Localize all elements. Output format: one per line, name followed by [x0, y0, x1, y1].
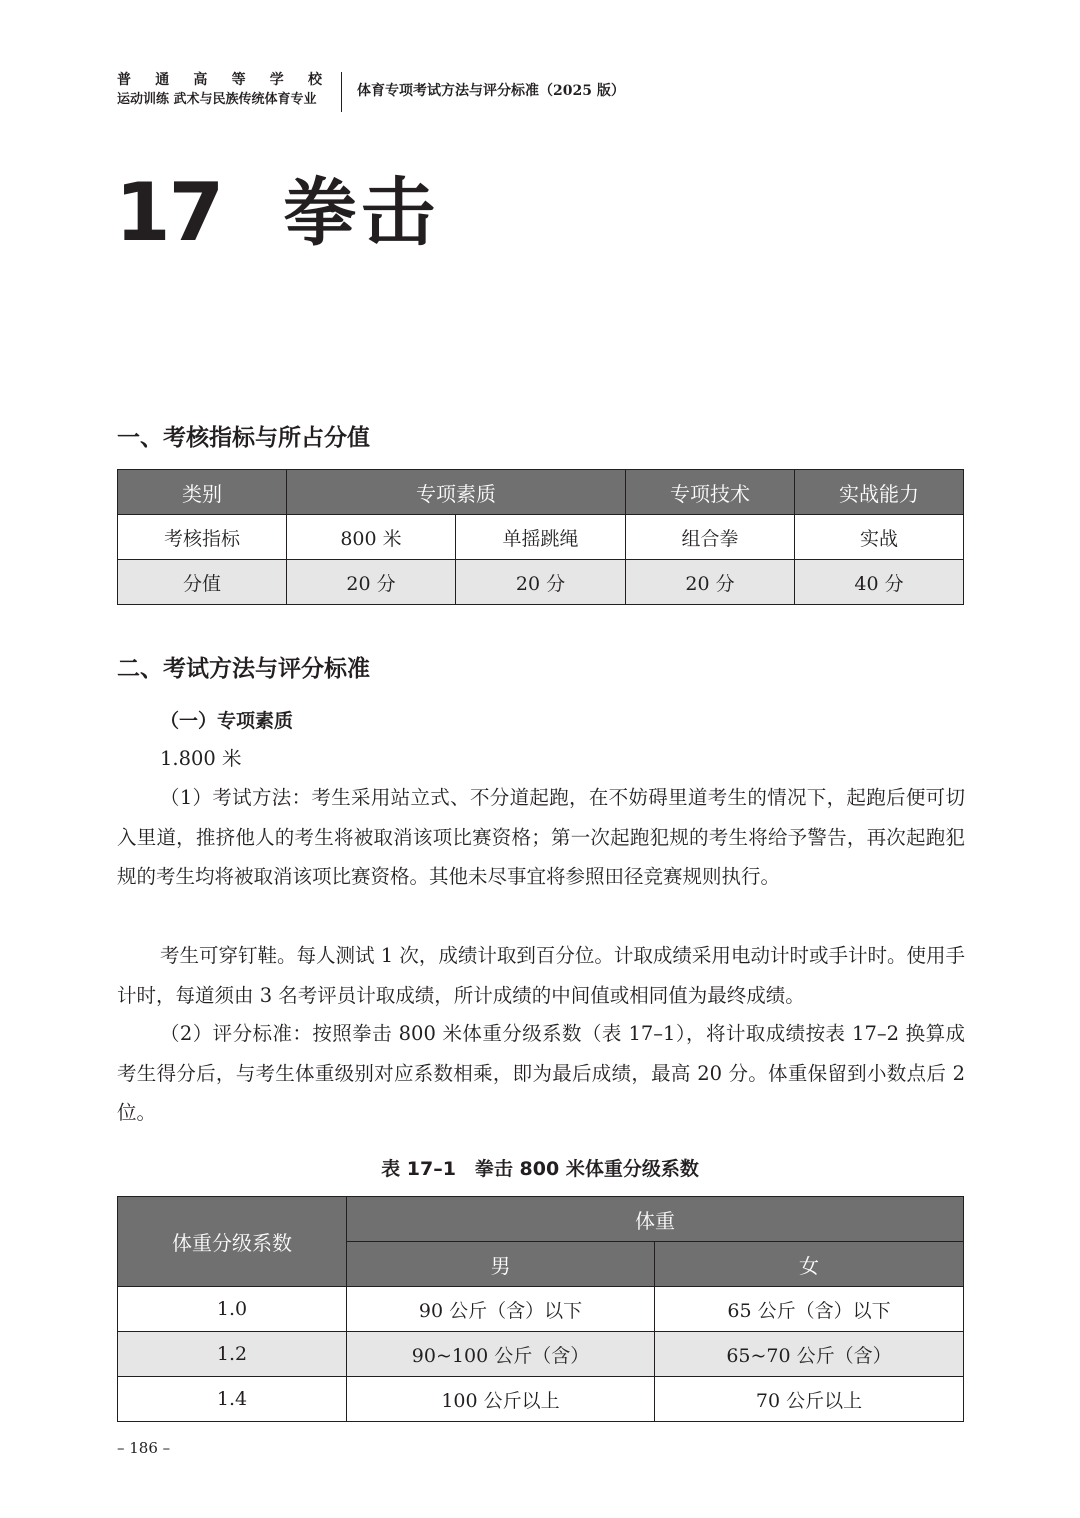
header-school-char: 通 [155, 72, 170, 88]
paragraph-timing: 考生可穿钉鞋。每人测试 1 次，成绩计取到百分位。计取成绩采用电动计时或手计时。使用手计时，每道须由 3 名考评员计取成绩，所计成绩的中间值或相同值为最终成绩。 [117, 944, 965, 1007]
header-major: 运动训练 武术与民族传统体育专业 [117, 92, 317, 107]
header-divider [341, 72, 342, 112]
header-special-quality: 专项素质 [287, 470, 626, 515]
table-cell: 20 分 [287, 560, 456, 605]
header-school-char: 等 [231, 72, 246, 88]
table-cell: 20 分 [456, 560, 626, 605]
header-category: 类别 [118, 470, 287, 515]
table-cell: 1.4 [118, 1377, 347, 1422]
header-school-char: 高 [193, 72, 208, 88]
weight-coefficient-table [117, 1196, 964, 1422]
weight-table-header-row [118, 1197, 964, 1242]
table-row [118, 1332, 964, 1377]
paragraph-scoring: （2）评分标准：按照拳击 800 米体重分级系数（表 17–1），将计取成绩按表 17–2 换算成考生得分后，与考生体重级别对应系数相乘，即为最后成绩，最高 20 分。体重保留到小数点后 2 位。 [117, 1022, 965, 1124]
table-cell: 65~70 公斤（含） [655, 1332, 964, 1377]
header-coefficient: 体重分级系数 [118, 1197, 347, 1287]
header-school-char: 普 [117, 72, 131, 88]
chapter-number: 17 [115, 166, 223, 259]
paragraph-test-method: （1）考试方法：考生采用站立式、不分道起跑，在不妨碍里道考生的情况下，起跑后便可切入里道，推挤他人的考生将被取消该项比赛资格；第一次起跑犯规的考生将给予警告，再次起跑犯规的考生均将被取消该项比赛资格。其他未尽事宜将参照田径竞赛规则执行。 [117, 786, 965, 888]
header-special-skill: 专项技术 [626, 470, 795, 515]
table-cell: 考核指标 [118, 515, 287, 560]
table-cell: 90 公斤（含）以下 [347, 1287, 655, 1332]
table-cell: 20 分 [626, 560, 795, 605]
header-female: 女 [655, 1242, 964, 1287]
table-cell: 65 公斤（含）以下 [655, 1287, 964, 1332]
table-row [118, 1377, 964, 1422]
chapter-title: 拳击 [283, 170, 439, 256]
table-cell: 800 米 [287, 515, 456, 560]
header-left [117, 70, 327, 110]
item-heading: 1.800 米 [160, 747, 242, 770]
header-school-char: 学 [269, 72, 284, 88]
section1-heading: 一、考核指标与所占分值 [117, 424, 370, 451]
header-combat-ability: 实战能力 [795, 470, 964, 515]
table-cell: 组合拳 [626, 515, 795, 560]
table-cell: 70 公斤以上 [655, 1377, 964, 1422]
table-cell: 90~100 公斤（含） [347, 1332, 655, 1377]
score-table [117, 469, 964, 605]
table-cell: 40 分 [795, 560, 964, 605]
table-row [118, 560, 964, 605]
score-table-header-row [118, 470, 964, 515]
table-row [118, 515, 964, 560]
header-weight: 体重 [347, 1197, 964, 1242]
section2-heading: 二、考试方法与评分标准 [117, 655, 370, 682]
table-cell: 1.2 [118, 1332, 347, 1377]
header-school-char: 校 [307, 72, 322, 88]
header-school [117, 70, 322, 90]
table-cell: 1.0 [118, 1287, 347, 1332]
subsection-heading: （一）专项素质 [160, 710, 294, 732]
table-cell: 单摇跳绳 [456, 515, 626, 560]
table-cell: 实战 [795, 515, 964, 560]
table-row [118, 1287, 964, 1332]
header-book-title: 体育专项考试方法与评分标准（2025 版） [357, 83, 625, 99]
table-cell: 分值 [118, 560, 287, 605]
table-caption: 表 17–1 拳击 800 米体重分级系数 [381, 1158, 699, 1180]
header-male: 男 [347, 1242, 655, 1287]
page-number: – 186 – [117, 1439, 171, 1457]
table-cell: 100 公斤以上 [347, 1377, 655, 1422]
